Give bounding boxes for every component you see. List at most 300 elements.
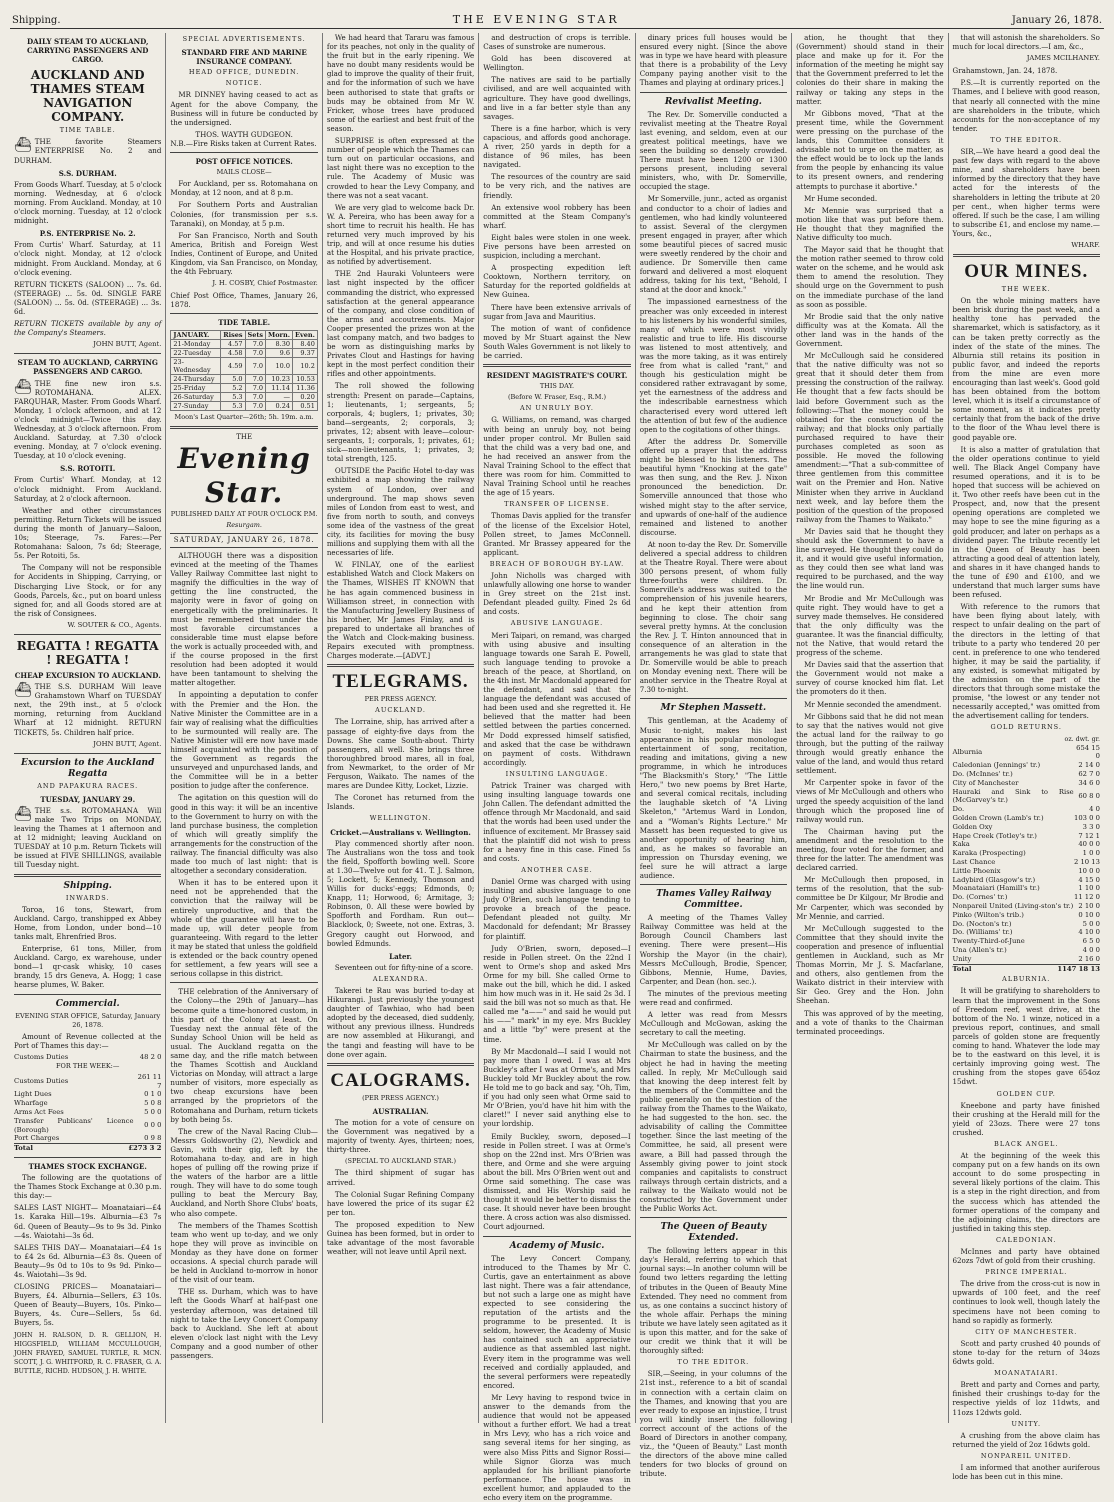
mine-heading: GOLDEN CUP.	[996, 1089, 1056, 1098]
railway-text: The Mayor said that he thought that the motion rather seemed to throw cold water on the scheme, and he would ask them to amend the resolution. They should urge on the Government to push on the immediate purchase of the land as soon as possible.	[796, 245, 944, 309]
gold-return-row-cell: Golden Oxy	[952, 822, 993, 831]
gold-return-row	[953, 937, 1100, 946]
gold-return-row	[953, 955, 1100, 964]
paper-nameplate: Evening Star.	[177, 441, 311, 509]
railway-text: Mr Mennie seconded the amendment.	[804, 699, 942, 709]
tide-row-cell: 4.59	[221, 357, 245, 374]
court-before: (Before W. Fraser, Esq., R.M.)	[507, 393, 606, 402]
advertorial-paragraph: W. FINLAY, one of the earliest established Watch and Clock Makers on the Thames, WISHES IT KNOWN that he has again commenced business in Williamson street, in connection with the Manufacturing Jewellery Business of his brother, Mr James Finlay, and is prepared to undertake all branches of the Watch and Clock-making business. Repairs executed with promptness. Charges moderate.—[ADVT.]	[326, 560, 475, 661]
gold-return-row-cell: 5 0 0	[1082, 919, 1100, 928]
tide-column-header: Rises	[221, 330, 245, 339]
moon-phase-note: Moon's Last Quarter—26th; 5h. 19m. a.m.	[174, 412, 314, 421]
tide-row	[171, 383, 317, 392]
revivalist-text: The Rev. Dr. Somerville conducted a revivalist meeting at the Theatre Royal last evening, and seldom, even at our greatest political meetings, have we seen the building so densely crowded. There must have been 1200 or 1300 persons present, including several ministers, who, with Dr. Somerville, occupied the stage.	[639, 109, 788, 192]
tide-row-cell: 8.30	[266, 339, 293, 348]
calogram-special: (SPECIAL TO AUCKLAND STAR.)	[345, 1157, 457, 1166]
railway-text: The minutes of the previous meeting were read and confirmed.	[639, 988, 788, 1007]
telegrams-heading: TELEGRAMS.	[332, 671, 469, 693]
calograms-source: (PER PRESS AGENCY.)	[362, 1093, 439, 1102]
ad2-liability-note: The Company will not be responsible for Accidents in Shipping, Carrying, or Discharging Live Stock, or for any Goods, Parcels, &c., put on board unless signed for, and all Goods stored are at the risk of Consignees.	[14, 563, 162, 618]
gold-return-row	[953, 814, 1100, 823]
revenue-week-table	[14, 1073, 161, 1143]
gold-return-row-cell: 0 10 0	[1078, 910, 1100, 919]
gold-return-row-cell: 3 3 0	[1082, 822, 1100, 831]
tide-row-cell: 7.0	[245, 374, 266, 383]
news-paragraph: SURPRISE is often expressed at the number of people which the Thames can turn out on particular occasions, and last night there was no exception to the rule. The Academy of Music was crowded to hear the Levy Company, and there was not a seat vacant.	[326, 136, 475, 200]
gold-return-row-cell: 1 0 0	[1082, 849, 1100, 858]
railway-text: This was approved of by the meeting, and a vote of thanks to the Chairman terminated proceedings.	[796, 1008, 944, 1036]
excursion-text: THE s.s. ROTOMAHANA Will make Two Trips on MONDAY, leaving the Thames at 1 afternoon and at 12 midnight; leaving Auckland on TUESDAY at 10 p.m. Return Tickets will be issued at FIVE SHILLINGS, available till Tuesday night.	[14, 805, 162, 870]
gold-return-row	[953, 920, 1100, 929]
revenue-row-cell: Light Dues	[14, 1090, 52, 1099]
calogram-text: There have been extensive arrivals of sugar from Java and Mauritius.	[483, 302, 631, 321]
gold-return-row-cell: Unity	[952, 954, 972, 963]
mine-heading: ALBURNIA.	[1002, 975, 1051, 984]
gold-return-row-cell: Pinko (Wilton's trib.)	[952, 910, 1024, 919]
post-notice: For San Francisco, North and South America, British and Foreign West Indies, Continent of Europe, and United Kingdom, via San Francisco, on Monday, the 4th February.	[170, 230, 318, 277]
tide-column-header: Sets	[245, 330, 266, 339]
paper-publication-note: PUBLISHED DAILY AT FOUR O'CLOCK P.M.	[170, 509, 318, 518]
gold-return-row-cell: 11 12 0	[1074, 893, 1100, 902]
excursion-title: Excursion to the Auckland Regatta	[21, 757, 155, 779]
tide-row-cell: 5.0	[221, 374, 245, 383]
broker-names: JOHN H. RALSON, D. R. GELLION, H. HIGGSFIELD, WILLIAM MCCULLOUGH, JOHN FRAYED, SAMUEL TURTLE, R. MCN. SCOTT, J. G. WHITFORD, R. C. FRASER, G. A. BUTTLE, RICHD. HUDSON, J. H. WHITE.	[14, 1331, 162, 1375]
letter-text: SIR,—We have heard a good deal the past few days with regard to the above mine, and shareholders have been informed by the directory that they have acted for the interests of the shareholders in letting the tribute at 20 per cent., when higher terms were offered. If such be the case, I am willing to subscribe £1, and enclose my name.—Yours, &c.,	[952, 147, 1100, 238]
gold-return-row	[953, 849, 1100, 858]
tide-row-cell: 5.3	[221, 392, 245, 401]
mine-heading: PRINCE IMPERIAL.	[985, 1268, 1068, 1277]
gold-return-row	[953, 744, 1100, 762]
gold-return-row	[953, 867, 1100, 876]
regatta-title: REGATTA ! REGATTA ! REGATTA !	[16, 638, 159, 667]
insurance-notice: NOTICE.	[225, 79, 263, 88]
gold-returns-heading: GOLD RETURNS.	[990, 723, 1062, 732]
post-notice: For Southern Ports and Australian Colonies, (for transmission per s.s. Taranaki), on Monday, at 5 p.m.	[170, 200, 318, 228]
ad2-weather-note: Weather and other circumstances permitting. Return Tickets will be issued during the month of January—Saloon, 10s; Steerage, 7s. Fares:—Per Rotomahana: Saloon, 7s 6d; Steerage, 5s. Per Rotoiti, 5s.	[14, 505, 162, 561]
gold-return-row-cell: Alburnia	[952, 748, 983, 757]
telegram-text: The Lorraine, ship, has arrived after a passage of eighty-five days from the Downs. She came South-about. Thirty passengers, all well. She brings three thoroughbred brood mares, all in foal, from Newmarket, to the order of Mr Ferguson, Waikato. The names of the mares are Dundee Kitty, Locket, Lizzie.	[326, 717, 475, 791]
excursion-date: TUESDAY, JANUARY 29.	[40, 794, 136, 804]
shipping-entry: Enterprise, 61 tons, Miller, from Auckland. Cargo, ex warehouse, under bond—1 qr-cask whisky, 10 cases brandy, 15 drs Geneva, A. Hogg; 1 case hearse plumes, W. Baker.	[14, 944, 162, 990]
gold-return-row-cell: 7 12 1	[1078, 831, 1100, 840]
insurance-text: MR DINNEY having ceased to act as Agent for the above Company, the Business will in future be conducted by the undersigned.	[170, 90, 318, 127]
calogram-text: The motion of want of confidence moved by Mr Stuart against the New South Wales Government is not likely to be carried.	[483, 323, 631, 360]
massett-heading: Mr Stephen Massett.	[660, 703, 767, 714]
railway-text: Mr Gibbons said that he did not mean to say that the natives would not give the actual land for the railway to go through, but the putting of the railway through would greatly enhance the value of the land, and would thus retard settlement.	[796, 711, 944, 776]
revenue-total-label: Total	[14, 1144, 33, 1153]
gold-return-row-cell: 4 0	[1089, 805, 1100, 814]
tide-row-cell: 10.0	[266, 357, 293, 374]
case-heading: BREACH OF BOROUGH BY-LAW.	[489, 559, 625, 568]
calogram-text: Eight bales were stolen in one week. Five persons have been arrested on suspicion, including a merchant.	[483, 232, 631, 261]
revenue-row-cell: 5 0 8	[144, 1099, 162, 1108]
railway-text: Mr McCullough was called on by the Chairman to state the business, and the object he had in having the meeting called. In reply, Mr McCullough said that knowing the deep interest felt by the members of the Committee and the public generally on the question of the railway from the Thames to the Waikato, he had suggested to the hon. sec. the advisability of calling the Committee together. Since the last meeting of the Committee, he said, all present were aware, a Bill had passed through the Assembly giving power to joint stock companies and capitalists to construct railways through certain districts, and a railway to the Waikato would not be constructed by the Government under the Public Works Act.	[639, 1040, 788, 1214]
revenue-total	[14, 1143, 161, 1153]
ad-durham-schedule: From Goods Wharf. Tuesday, at 5 o'clock morning. Wednesday, at 6 o'clock morning. From Auckland. Monday, at 10 o'clock morning. Tuesday, at 12 o'clock midnight.	[14, 179, 162, 226]
telegram-text: Play commenced shortly after noon. The Australians won the toss and took the field, Spofforth bowling well. Score at 1.30—Twelve out for 41. T. J. Salmon, 5; Lockett, 5; Kennedy, Thomson and Willis for ducks'-eggs; Edmonds, 0; Knapp, 11; Horwood, 6; Armitage, 3; Robinson, 0. All these were bowled by Spofforth and Fordham. Run out—Blacklock, 0; Sweete, not one. Extras, 3. Gregory caught out Horwood, and bowled Edmunds.	[326, 838, 475, 948]
case-text: John Nicholls was charged with unlawfully allowing one horse to wander in Grey street on the 21st inst. Defendant pleaded guilty. Fined 2s 6d and costs.	[483, 570, 631, 617]
revenue-row	[14, 1090, 161, 1099]
calogram-text: Gold has been discovered at Wellington.	[483, 54, 631, 73]
anniversary-paragraph: The crew of the Naval Racing Club—Messrs Goldsworthy (2), Newdick and Gavin, with their gig, left by the Rotomahana to-day, and are in high hopes of pulling off the rowing prize if the waters of the harbor are a little rough. They will have to do some tough pulling to beat the Mercury Bay, Auckland, and North Shore Clubs' boats, who also compete.	[170, 1126, 318, 1218]
calogram-text: The proposed expedition to New Guinea has been formed, but in order to take advantage of the most favorable weather, will not leave until April next.	[326, 1219, 475, 1257]
tide-row-cell: 7.0	[245, 392, 266, 401]
tide-row-cell: 9.37	[292, 348, 317, 357]
queen-of-beauty-heading: The Queen of Beauty Extended.	[660, 1222, 767, 1244]
railway-text: Mr Brodie and Mr McCullough was quite right. They would have to get a survey made themselves. He considered that the only difficulty was the guarantee. It was the financial difficulty, not the Native, that would retard the progress of the scheme.	[796, 593, 944, 658]
case-heading: TRANSFER OF LICENSE.	[504, 500, 610, 509]
gold-return-row-cell: 60 8 0	[1078, 792, 1100, 801]
case-heading: INSULTING LANGUAGE.	[505, 769, 609, 778]
gold-return-row-cell: Little Phoenix	[952, 866, 1001, 875]
mails-close-label: MAILS CLOSE—	[216, 168, 272, 177]
railway-text: Mr Mennie was surprised that a motion like that was put before them. He thought that they magnified the Native difficulty too much.	[796, 205, 944, 242]
revenue-row-cell: Customs Duties	[14, 1052, 69, 1061]
paper-date: SATURDAY, JANUARY 26, 1878.	[170, 533, 317, 548]
steamship-icon: ⛴	[14, 682, 32, 699]
tide-table-heading: TIDE TABLE.	[218, 318, 271, 328]
revenue-row	[14, 1108, 161, 1117]
tide-row	[171, 348, 317, 357]
calograms-heading: CALOGRAMS.	[330, 1069, 471, 1091]
steamship-icon: ⛴	[14, 805, 32, 822]
to-the-editor: TO THE EDITOR.	[990, 135, 1063, 144]
mines-text: It is also a matter of gratulation that the older operations continue to yield well. The Black Angel Company have resumed operations, and it is to be hoped that success will be achieved on it. Two other reefs have been cut in the Prospect, and, now that the present opening operations are completed we may hope to see the mine figuring as a gold producer, and later on perhaps as a dividend payer. The tribute recently let in the Queen of Beauty has been attracting a good deal of attention lately, and shares in it have changed hands to the tune of £90 and £100, and we understand that much larger sums have been refused.	[952, 444, 1100, 600]
gold-return-row-cell: 1 10 0	[1078, 884, 1100, 893]
news-paragraph: THE 2nd Hauraki Volunteers were last night inspected by the officer commanding the district, who expressed satisfaction at the general appearance of the company, and close condition of the arms and accoutrements. Major Cooper presented the prizes won at the last company match, and two badges to be worn as distinguishing marks by Privates Clout and Hastings for having kept in the most perfect condition their rifles and other appointments.	[326, 269, 475, 379]
stock-exchange-heading: THAMES STOCK EXCHANGE.	[28, 1161, 147, 1171]
column-4	[478, 33, 634, 1502]
ad-fares: RETURN TICKETS (SALOON) ... 7s. 6d. (STEERAGE) ... 5s. 0d. SINGLE FARE (SALOON) ... 5s. 0d. (STEERAGE) ... 3s. 6d.	[14, 279, 162, 316]
revivalist-heading: Revivalist Meeting.	[664, 96, 762, 107]
shipping-entry: Toroa, 16 tons, Stewart, from Auckland. Cargo, transhipped ex Abbey Home, from London, under bond—10 tanks malt, Ehrenfried Bros.	[14, 904, 162, 941]
insurance-office: HEAD OFFICE, DUNEDIN.	[188, 68, 300, 77]
post-notice: For Auckland, per ss. Rotomahana on Monday, at 12 noon, and at 8 p.m.	[170, 179, 318, 198]
news-paragraph: We had heard that Tararu was famous for its peaches, not only in the quality of the fruit but in the early ripening. We have no doubt many residents would be glad to improve the quality of their fruit, and for the information of such we have been authorised to state that grafts or buds may be obtained from Mr W. Fricker, whose trees have produced some of the earliest and best fruit of the season.	[326, 33, 475, 133]
telegram-text: Seventeen out for fifty-nine of a score.	[334, 962, 474, 972]
railway-text: Mr Gibbons moved, "That at the present time, while the Government were pressing on the purchase of the lands, this Committee considers it advisable not to urge on the matter, as the effect would be to lock up the lands from the people by enhancing its value to its present owners, and rendering attempts to purchase it abortive."	[796, 108, 944, 191]
tide-row-cell: —	[266, 392, 293, 401]
gold-return-row-cell: Last Chance	[952, 858, 996, 867]
column-7	[948, 33, 1104, 1482]
gold-return-row	[953, 858, 1100, 867]
regatta-subtitle: CHEAP EXCURSION TO AUCKLAND.	[14, 670, 161, 680]
later-heading: Later.	[389, 951, 413, 961]
tide-row-cell: 10.23	[266, 374, 293, 383]
special-adverts-heading: SPECIAL ADVERTISEMENTS.	[182, 35, 306, 43]
academy-text: dinary prices full houses would be ensured every night. [Since the above was in type we have heard with pleasure that there is a probability of the Levy Company paying another visit to the Thames and playing at ordinary prices.]	[639, 33, 788, 88]
railway-text: Mr McCullough said he considered that the native difficulty was not so great that it should deter them from pressing the construction of the railway. He thought that a few facts should be laid before Government such as the following:—That the money could be obtained for the construction of the railway; and that blocks only partially purchased required to have their purchases completed as soon as possible. He moved the following amendment:—"That a sub-committee of three gentlemen from this committee wait on the Premier and Hon. Native Minister when they arrive in Auckland next week, and lay before them the position of the question of the proposed railway from the Thames to Waikato."	[796, 351, 944, 524]
the-week-heading: THE WEEK.	[1001, 285, 1051, 294]
tide-row-cell: 4.58	[221, 348, 245, 357]
mine-text: The drive from the cross-cut is now in upwards of 100 feet, and the reef continues to look well, though lately the specimens have not been coming to hand so rapidly as formerly.	[952, 1279, 1100, 1325]
gold-return-row-cell: 62 7 0	[1078, 770, 1100, 779]
gold-return-row	[953, 893, 1100, 902]
tide-row	[171, 392, 317, 401]
tide-row-cell: 7.0	[245, 357, 266, 374]
gold-return-row	[953, 902, 1100, 911]
mine-heading: CALEDONIAN.	[995, 1235, 1057, 1244]
case-text: Patrick Trainer was charged with using insulting language towards one John Callen. The defendant admitted the offence through Mr Macdonald, and said that the words had been used under the influence of excitement. Mr Brassey said that the plaintiff did not wish to press for a heavy fine in this case. Fined 5s and costs.	[483, 781, 631, 863]
tide-row-cell: 27-Sunday	[171, 401, 221, 410]
tide-column-header: Even.	[292, 330, 317, 339]
gold-total-value: 1147 18 13	[1057, 964, 1100, 973]
gold-return-row-cell: Hape Creek (Totley's tr.)	[952, 831, 1037, 840]
anniversary-paragraph: THE ss. Durham, which was to have left the Goods Wharf at half-past one yesterday afternoon, was detained till night to take the Levy Concert Company back to Auckland. She left at about eleven o'clock last night with the Levy Company and a good number of other passengers.	[170, 1287, 318, 1360]
letter-text: that will astonish the shareholders. So much for local directors.—I am, &c.,	[952, 33, 1100, 52]
ad2-rotoiti: S.S. ROTOITI.	[60, 464, 116, 474]
tide-row-cell: 4.57	[221, 339, 245, 348]
revenue-row	[14, 1099, 161, 1108]
case-text: Daniel Orme was charged with using insulting and abusive language to one Judy O'Brien, such language tending to provoke a breach of the peace. Defendant pleaded not guilty. Mr Macdonald for defendant; Mr Brassey for plaintiff.	[483, 876, 631, 941]
tide-row-cell: 25-Friday	[171, 383, 221, 392]
editorial-paragraph: When it has to be entered upon it need not be apprehended that the conviction that the railway will be entirely unproductive, and that the whole of the guarantee will have to be made up, will deter people from guaranteeing. With regard to the letter it may be stated that unless the goldfield is extended or the back country opened for settlement, a few years will see a serious collapse in this district.	[170, 878, 318, 979]
gold-return-row-cell: Do. (Williams' tr.)	[952, 928, 1013, 937]
mine-heading: CITY OF MANCHESTER.	[975, 1327, 1078, 1336]
case-text: Meri Taipari, on remand, was charged with using abusive and insulting language towards one Sarah E. Powell, such language tending to provoke a breach of the peace, at Shortland, on the 4th inst. Mr Macdonald appeared for the defendant, and said that the language the defendant was accused of had been used and she regretted it. He believed that the matter had been settled between the parties concerned. Mr Dodd expressed himself satisfied, and asked that the case be withdrawn on payment of costs. Withdrawn accordingly.	[483, 630, 631, 767]
to-the-editor: TO THE EDITOR.	[677, 1358, 750, 1367]
revenue-row-cell: 0 0 0	[144, 1121, 162, 1130]
calogram-text: A prospecting expedition left Cooktown, Northern territory, on Saturday for the reported goldfields at New Guinea.	[483, 263, 631, 300]
gold-return-row-cell: Karaka (Prospecting)	[952, 849, 1026, 858]
calogram-text: The natives are said to be partially civilised, and are well acquainted with agriculture. They have good dwellings, and live in a far better style than any savages.	[483, 75, 631, 121]
tide-row-cell: 0.20	[292, 392, 317, 401]
gold-return-row-cell: City of Manchester	[952, 778, 1019, 787]
tide-row	[171, 374, 317, 383]
news-paragraph: We are very glad to welcome back Dr. W. A. Pereira, who has been away for a short time to recruit his health. He has returned very much improved by his trip, and will at once resume his duties at the Hospital, and his private practice, as notified by advertisement.	[326, 202, 475, 267]
tide-table	[170, 330, 317, 411]
massett-text: This gentleman, at the Academy of Music to-night, makes his last appearance in his popular monologue entertainment of song, recitation, reading and imitations, giving a new programme, in which he introduces "The Blacksmith's Story," "The Little Hero," two new poems by Bret Harte, and several comical recitals, including the laughable sketch of "A Living Skeleton," "Artemus Ward in London, and a "Woman's Rights Lecture." Mr Massett has been requested to give us another opportunity of hearing him, and, as he makes so favorable an impression on Thursday evening, we feel sure he will attract a large audience.	[639, 716, 788, 881]
letter-postscript: P.S.—It is currently reported on the Thames, and I believe with good reason, that nearly all connected with the mine are shareholders in the tribute, which accounts for the non-acceptance of my tender.	[952, 78, 1100, 133]
revivalist-text: After the address Dr. Somerville offered up a prayer that the address might be blessed to his listeners. The beautiful hymn "Knocking at the gate" was then sung, and the Rev. J. Nixon pronounced the benediction. Dr. Somerville announced that those who wished might stay to the after service, and upwards of one-half of the audience remained and listened to another discourse.	[639, 436, 788, 537]
tide-row-cell: 0.51	[292, 401, 317, 410]
mine-heading: UNITY.	[1011, 1419, 1042, 1428]
letter-signature: JAMES MCILHANEY.	[1026, 54, 1100, 63]
masthead-title: THE EVENING STAR	[452, 13, 620, 26]
tide-row-cell: 26-Saturday	[171, 392, 221, 401]
gold-units: oz. dwt. gr.	[1064, 735, 1100, 743]
calogram-text: There is a fine harbor, which is very capacious, and affords good anchorage. A river, 250 yards in depth for a distance of 96 miles, has been navigated.	[483, 123, 631, 170]
calogram-text: The Colonial Sugar Refining Company have lowered the price of its sugar £2 per ton.	[326, 1189, 475, 1217]
gold-return-row-cell: Do. (Cornes' tr.)	[952, 893, 1008, 902]
railway-text: Mr Davies said that he thought they should ask the Government to have a line surveyed. He thought they could do it, and it would give useful information, as they could then see what land was required to be purchased, and the way the line would run.	[796, 526, 944, 591]
railway-text: Mr Brodie said that the only native difficulty was at the Komata. All the other land was in the hands of the Government.	[796, 311, 944, 348]
tide-row-cell: 7.0	[245, 339, 266, 348]
gold-return-row	[953, 946, 1100, 955]
telegram-place: WELLINGTON.	[369, 814, 432, 823]
revenue-row-cell: 48 2 0	[139, 1052, 162, 1061]
closing-prices: CLOSING PRICES— Moanataiari—Buyers, £4. Alburnia—Sellers, £3 10s. Queen of Beauty—Buyers, 10s. Pinko—Buyers, 4s. Cure—Sellers, 5s 6d. Buyers, 5s.	[14, 1282, 162, 1328]
mine-heading: BLACK ANGEL.	[994, 1139, 1059, 1148]
revenue-row	[14, 1053, 161, 1062]
gold-return-row-cell: Do. (Nocton's tr.)	[952, 919, 1012, 928]
gold-returns-table	[953, 744, 1100, 964]
tide-row-cell: 7.0	[245, 348, 266, 357]
academy-heading: Academy of Music.	[509, 1240, 605, 1251]
gold-return-row-cell: Ladybird (Glasgow's tr.)	[952, 875, 1036, 884]
masthead-date: January 26, 1878.	[1011, 15, 1102, 26]
revenue-row	[14, 1117, 161, 1135]
news-paragraph: OUTSIDE the Pacific Hotel to-day was exhibited a map showing the railway system of London, over and underground. The map shows seven miles of London from east to west, and five from north to south, and conveys some idea of the vastness of the great city, its facilities for moving the busy millions and supplying them with all the necessaries of life.	[326, 466, 475, 558]
tide-row-cell: 10.53	[292, 374, 317, 383]
tide-row-cell: 23-Wednesday	[171, 357, 221, 374]
gold-return-row-cell: 10 0 0	[1078, 866, 1100, 875]
gold-return-row	[953, 911, 1100, 920]
steamship-icon: ⛴	[14, 137, 32, 154]
letter-signature: WHARF.	[1071, 240, 1100, 249]
court-date: THIS DAY.	[539, 382, 575, 391]
ad-enterprise-schedule: From Curtis' Wharf. Saturday, at 11 o'clock night. Monday, at 12 o'clock midnight. From Auckland. Monday, at 6 o'clock evening.	[14, 240, 162, 277]
gold-return-row-cell: Golden Crown (Lamb's tr.)	[952, 814, 1044, 823]
mine-heading: MOANATAIARI.	[994, 1369, 1059, 1378]
case-text: By Mr Macdonald—I said I would not pay more than I owed. I was at Mrs Buckley's after I was at Orme's, and Mrs Buckley told Mr Buckley about the row. He told me to go back and say, "Oh, Tim, if you had only seen what Orme said to Mr O'Brien, you'd have hit him with the claret!" I never said anything else to your lordship.	[483, 1046, 631, 1129]
column-5	[635, 33, 791, 1479]
telegram-place: ALEXANDRA.	[372, 974, 429, 983]
revivalist-text: At noon to-day the Rev. Dr. Somerville delivered a special address to children at the Theatre Royal. There were about 300 persons present, of whom fully three-fourths were children. Dr. Somerville's address was suited to the comprehension of his juvenile hearers, and he kept their attention from beginning to close. The choir sang several pretty hymns. At the conclusion the Rev. J. T. Hinton announced that in consequence of an alteration in the arrangements he was glad to state that Dr. Somerville would be able to preach on Monday evening next. There will be another service in the Theatre Royal at 7.30 to-night.	[639, 539, 788, 695]
revenue-row-cell: Port Charges	[14, 1134, 60, 1143]
gold-return-row	[953, 770, 1100, 779]
mine-text: A crushing from the above claim has returned the yield of 2oz 16dwts gold.	[952, 1430, 1100, 1449]
mine-text: At the beginning of the week this company put on a few hands on its own account to do some prospecting in several likely portions of the claim. This is a step in the right direction, and from the success which has attended the former operations of the company and the adjoining claims, the directors are justified in taking this step.	[952, 1151, 1100, 1233]
tide-row-cell: 7.0	[245, 401, 266, 410]
paper-the: THE	[236, 432, 253, 441]
revenue-row-cell: Arms Act Fees	[14, 1107, 64, 1116]
revivalist-text: The impassioned earnestness of the preacher was only exceeded in interest to his listeners by his wonderful similes, many of which were most vividly realistic and true to life. His discourse was listened to most attentively, and was the more taking, as it was entirely free from what is called "rant," and though his gesticulation might be considered rather extravagant by some, yet the earnestness of the address and the indescribable earnestness which characterised every word uttered left the attention of but few of the audience open to the cogitations of other things.	[639, 297, 788, 434]
telegram-text: The Coronet has returned from the Islands.	[326, 793, 475, 812]
revenue-row-cell: 0 1 0	[144, 1090, 162, 1099]
mine-text: Kneebone and party have finished their crushing at the Herald mill for the yield of 23ozs. There were 27 tons crushed.	[952, 1100, 1100, 1137]
gold-return-row-cell: Caledonian (Jennings' tr.)	[952, 761, 1041, 770]
steamship-icon: ⛴	[14, 378, 32, 395]
masthead-section: Shipping.	[12, 15, 61, 26]
shipping-inwards: INWARDS.	[65, 893, 110, 902]
gold-returns-total	[953, 964, 1100, 974]
calogram-text: The resources of the country are said to be very rich, and the natives are friendly.	[483, 172, 631, 200]
mine-text: Scott and party crushed 40 pounds of stone to-day for the return of 34ozs 6dwts gold.	[952, 1338, 1100, 1367]
gold-return-row-cell: 4 15 0	[1078, 875, 1100, 884]
gold-return-row-cell: 34 6 0	[1078, 778, 1100, 787]
revenue-row	[14, 1073, 161, 1091]
tide-row-cell: 22-Tuesday	[171, 348, 221, 357]
case-text: Judy O'Brien, sworn, deposed—I reside in Pollen street. On the 22nd I went to Orme's shop and asked Mrs Orme for my bill. She called Orme to make out the bill, which he did. I asked him how much was in it. He said 2s 3d. I said the bill was not so much as that. He called me "a——" and said he would put his ——" mark" in my eye. Mrs Buckley and a little "by" were present at the time.	[483, 943, 631, 1044]
calogram-text: and destruction of crops is terrible. Cases of sunstroke are numerous.	[483, 33, 631, 52]
gold-return-row	[953, 779, 1100, 788]
regatta-signature: JOHN BUTT, Agent.	[93, 739, 162, 748]
ad-ps-enterprise: P.S. ENTERPRISE No. 2.	[39, 229, 136, 239]
gold-return-row-cell: 2 10 13	[1074, 858, 1100, 867]
gold-return-row-cell: 4 10 0	[1078, 928, 1100, 937]
sales-this-day: SALES THIS DAY— Moanataiari—£4 1s to £4 2s 6d. Alburnia—£3 8s. Queen of Beauty—9s 0d to 10s to 9s 9d. Pinko—4s. Waiotahi—3s 9d.	[14, 1242, 162, 1279]
revenue-day-table	[14, 1053, 161, 1062]
tide-row-cell: 8.40	[292, 339, 317, 348]
case-text: Emily Buckley, sworn, deposed—I reside in Pollen street. I was at Orme's shop on the 22nd inst. Mrs O'Brien was there, and Orme and she were arguing about the bill. Mrs O'Brien went out and Orme said something. The case was dismissed, and His Worship said he thought it would be better to dismiss the case. It should never have been brought there. A cross action was also dismissed. Court adjourned.	[483, 1131, 631, 1232]
anniversary-paragraph: The members of the Thames Scottish team who went up to-day, and we only hope they will prove as invincible on Monday as they have done on former occasions. A special church parade will be held in Auckland to-morrow in honor of the visit of our team.	[170, 1220, 318, 1285]
railway-text: Mr Carpenter spoke in favor of the views of Mr McCullough and others who urged the speedy acquisition of the land through which the proposed line of railway would run.	[796, 778, 944, 824]
telegram-place: AUCKLAND.	[375, 706, 426, 715]
tide-column-header: JANUARY.	[171, 330, 221, 339]
gold-return-row	[953, 884, 1100, 893]
tide-row	[171, 339, 317, 348]
postmaster-signature: J. H. COSBY, Chief Postmaster.	[212, 279, 318, 288]
railway-text: ation, he thought that they (Government) should stand in their place and make up for it. For the information of the meeting he might say that the Government preferred to let the colonies do their share in making the railway or taking any steps in the matter.	[796, 33, 944, 106]
gold-return-row-cell: 40 0 0	[1078, 840, 1100, 849]
column-6	[791, 33, 947, 1423]
gold-return-row	[953, 788, 1100, 806]
letter-text: SIR,—Seeing, in your columns of the 21st inst., reference to a bit of scandal in connection with a certain claim on the Thames, and knowing that you are ever ready to expose an injustice, I trust you will kindly insert the following correct account of the actions of the Board of Directors in another company, viz., the "Queen of Beauty." Last month the directors of the above mine called tenders for two blocks of ground on tribute.	[639, 1369, 788, 1479]
case-text: Thomas Davis applied for the transfer of the license of the Excelsior Hotel, Pollen street, to James McConnell. Granted. Mr Brassey appeared for the applicant.	[483, 511, 631, 557]
gold-return-row-cell: 2 10 0	[1078, 902, 1100, 910]
gold-return-row-cell: Do.	[952, 805, 965, 814]
queen-of-beauty-text: The following letters appear in this day's Herald, referring to which that journal says:—In another column will be found two letters regarding the letting of tributes in the Queen of Beauty Mine Extended. They need no comment from us, as one contains a succinct history of the whole affair. Perhaps the mining tribute we have lately seen agitated as it is upon this matter, and for the sake of our credit we think that it will be thoroughly sifted:	[639, 1246, 788, 1356]
revenue-row-cell: Transfer Publicans' Licence (Borough)	[14, 1116, 134, 1134]
revenue-row-cell: Customs Duties	[14, 1077, 69, 1086]
tide-row	[171, 401, 317, 410]
column-2	[165, 33, 321, 1423]
gold-return-row-cell: 4 0 0	[1082, 945, 1100, 954]
gold-total-label: Total	[952, 964, 972, 973]
gold-return-row	[953, 832, 1100, 841]
commercial-intro: Amount of Revenue collected at the Port of Thames this day:—	[14, 1031, 162, 1050]
revenue-row	[14, 1134, 161, 1143]
railway-text: The Chairman having put the amendment and the resolution to the meeting, four voted for the former, and three for the latter. The amendment was declared carried.	[796, 826, 944, 873]
gold-return-row-cell: Hauraki and Sink to Rise (McGarvey's tr.)	[952, 787, 1074, 805]
mine-heading: NONPAREIL UNITED.	[980, 1451, 1072, 1460]
revivalist-text: Mr Somerville, junr., acted as organist and conductor to a choir of ladies and gentlemen, who had kindly volunteered to assist. Several of the clergymen present engaged in prayer, after which some beautiful pieces of sacred music were sweetly rendered by the choir and audience. Dr Somerville then came forward and delivered a most eloquent address, taking for his text, "Behold, I stand at the door and knock."	[639, 194, 788, 295]
railway-text: Mr Hume seconded.	[804, 193, 878, 203]
ad-timetable-label: TIME TABLE.	[59, 126, 116, 135]
calogram-text: The motion for a vote of censure on the Government was negatived by a majority of twenty. Ayes, thirteen; noes, thirty-three.	[326, 1117, 475, 1155]
railway-text: Mr McCullough suggested to the Committee that they should invite the cooperation and presence of influential gentlemen in Auckland, such as Mr Thomas Morrin, Mr J. S. Macfarlane, and others, also gentlemen from the Waikato district in their interview with Sir Geo. Grey and the Hon. John Sheehan.	[796, 923, 944, 1006]
ad-ss-durham: S.S. DURHAM.	[58, 168, 117, 178]
post-office-dateline: Chief Post Office, Thames, January 26, 1878.	[170, 291, 318, 310]
insurance-nb: N.B.—Fire Risks taken at Current Rates.	[170, 138, 317, 148]
australian-heading: AUSTRALIAN.	[372, 1106, 429, 1116]
case-heading: ABUSIVE LANGUAGE.	[510, 619, 604, 628]
letter-dateline: Grahamstown, Jan. 24, 1878.	[952, 66, 1058, 76]
revenue-row-cell: Wharfage	[14, 1099, 48, 1108]
tide-row-cell: 7.0	[245, 383, 266, 392]
news-paragraph: The roll showed the following strength: Present on parade—Captains, 1; lieutenants, 1; sergeants, 5; corporals, 4; buglers, 1; privates, 30; band—sergeants, 2; corporals, 3; privates, 12; absent with leave—colour-sergeants, 1; corporals, 1; privates, 61; sick—non-lieutenants, 1; privates, 3; total strength, 125.	[326, 381, 475, 464]
commercial-heading: Commercial.	[55, 998, 120, 1009]
gold-return-row	[953, 876, 1100, 885]
gold-return-row-cell: Do. (McInnes' tr.)	[952, 770, 1013, 779]
academy-text: The Levy Concert Company, introduced to the Thames by Mr C. Curtis, gave an entertainment as above last night. There was a fair attendance, but not such a large one as might have expected to see considering the reputation of the artists and the programme to be presented. It is seldom, however, the Academy of Music has contained such an appreciative audience as that assembled last night. Every item in the programme was well received and cordially applauded, and the several performers were repeatedly encored.	[483, 1253, 631, 1390]
ad2-title: STEAM TO AUCKLAND, CARRYING PASSENGERS AND CARGO.	[17, 358, 158, 377]
newspaper-page	[10, 10, 1104, 1502]
ad2-signature: W. SOUTER & CO., Agents.	[67, 620, 162, 629]
gold-return-row-cell: Una (Allen's tr.)	[952, 945, 1007, 954]
revenue-row-cell: 261 11 7	[137, 1072, 162, 1090]
post-office-heading: POST OFFICE NOTICES.	[195, 157, 293, 167]
tide-column-header: Morn.	[266, 330, 293, 339]
tide-row-cell: 11.36	[292, 383, 317, 392]
sales-last-night: SALES LAST NIGHT— Moanataiari—£4 1s. Karaka Hill—19s. Alburnia—£3 7s 6d. Queen of Beauty—9s to 9s 3d. Pinko—4s. Waiotahi—3s 6d.	[14, 1203, 162, 1240]
column-3	[322, 33, 478, 1423]
gold-return-row-cell: 2 14 0	[1078, 761, 1100, 770]
ad2-text: THE fine new iron s.s. ROTOMAHANA. ALEX. FARQUHAR, Master. From Goods Wharf. Monday, 1 o'clock afternoon, and at 12 o'clock midnight—Twice this day. Wednesday, at 3 o'clock afternoon. From Auckland. Saturday, at 7.30 o'clock evening. Monday, at 7 o'clock evening. Tuesday, at 10 o'clock evening.	[14, 378, 162, 461]
court-heading: RESIDENT MAGISTRATE'S COURT.	[486, 371, 628, 381]
ad-return-note: RETURN TICKETS available by any of the Company's Steamers.	[14, 319, 162, 338]
ad-steamers-text: THE favorite Steamers ENTERPRISE No. 2 and DURHAM.	[14, 137, 162, 165]
tide-row-cell: 9.6	[266, 348, 293, 357]
railway-text: Mr McCullough then proposed, in terms of the resolution, that the sub-committee be Dr Kilgour, Mr Brodie and Mr Carpenter, which was seconded by Mr Mennie, and carried.	[796, 875, 944, 921]
tide-row-cell: 5.2	[221, 383, 245, 392]
gold-return-row-cell: Moanataiari (Hamill's tr.)	[952, 884, 1040, 893]
cricket-heading: Cricket.—Australians v. Wellington.	[330, 827, 471, 837]
revenue-total-value: £273 3 2	[128, 1144, 162, 1153]
tide-row-cell: 0.24	[266, 401, 293, 410]
gold-return-row	[953, 805, 1100, 814]
